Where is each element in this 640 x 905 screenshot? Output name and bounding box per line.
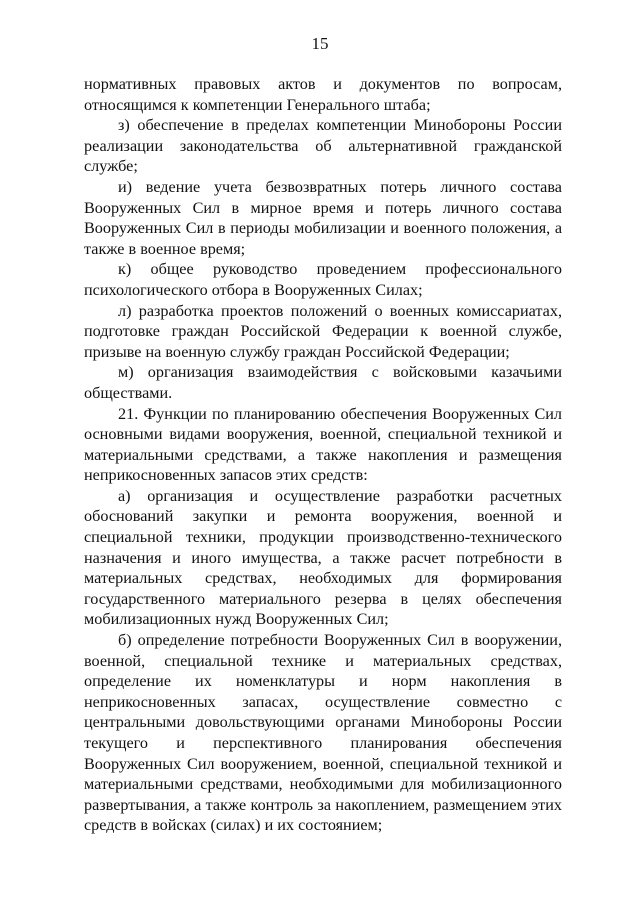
paragraph-item-a: а) организация и осуществление разработки расчетных обоснований закупки и ремонта вооружения, военной и специальной техники, продукции производственно-технического назначения и иного имущества, а также расчет потребности в материальных средствах, необходимых для формирования государственного материального резерва в целях обеспечения мобилизационных нужд Вооруженных Сил;: [84, 486, 562, 629]
paragraph-item-k: к) общее руководство проведением профессионального психологического отбора в Вооруженных Силах;: [84, 260, 562, 299]
paragraph-section-21: 21. Функции по планированию обеспечения Вооруженных Сил основными видами вооружения, военной, специальной техникой и материальными средствами, а также накопления и размещения неприкосновенных запасов этих средств:: [84, 404, 562, 485]
paragraph-continuation: нормативных правовых актов и документов по вопросам, относящимся к компетенции Генерального штаба;: [84, 75, 562, 114]
page-number: 15: [311, 34, 329, 53]
paragraph-item-i: и) ведение учета безвозвратных потерь личного состава Вооруженных Сил в мирное время и потерь личного состава Вооруженных Сил в периоды мобилизации и военного положения, а также в военное время;: [84, 177, 562, 258]
document-body: [84, 74, 562, 836]
paragraph-item-m: м) организация взаимодействия с войсковыми казачьими обществами.: [84, 363, 562, 402]
paragraph-item-l: л) разработка проектов положений о военных комиссариатах, подготовке граждан Российской Федерации к военной службе, призыве на военную службу граждан Российской Федерации;: [84, 301, 562, 361]
paragraph-item-z: з) обеспечение в пределах компетенции Минобороны России реализации законодательства об альтернативной гражданской службе;: [84, 116, 562, 176]
paragraph-item-b: б) определение потребности Вооруженных Сил в вооружении, военной, специальной технике и материальных средствах, определение их номенклатуры и норм накопления в неприкосновенных запасах, осуществление совместно с центральными довольствующими органами Минобороны России текущего и перспективного планирования обеспечения Вооруженных Сил вооружением, военной, специальной техникой и материальными средствами, необходимыми для мобилизационного развертывания, а также контроль за накоплением, размещением этих средств в войсках (силах) и их состоянием;: [84, 631, 562, 835]
